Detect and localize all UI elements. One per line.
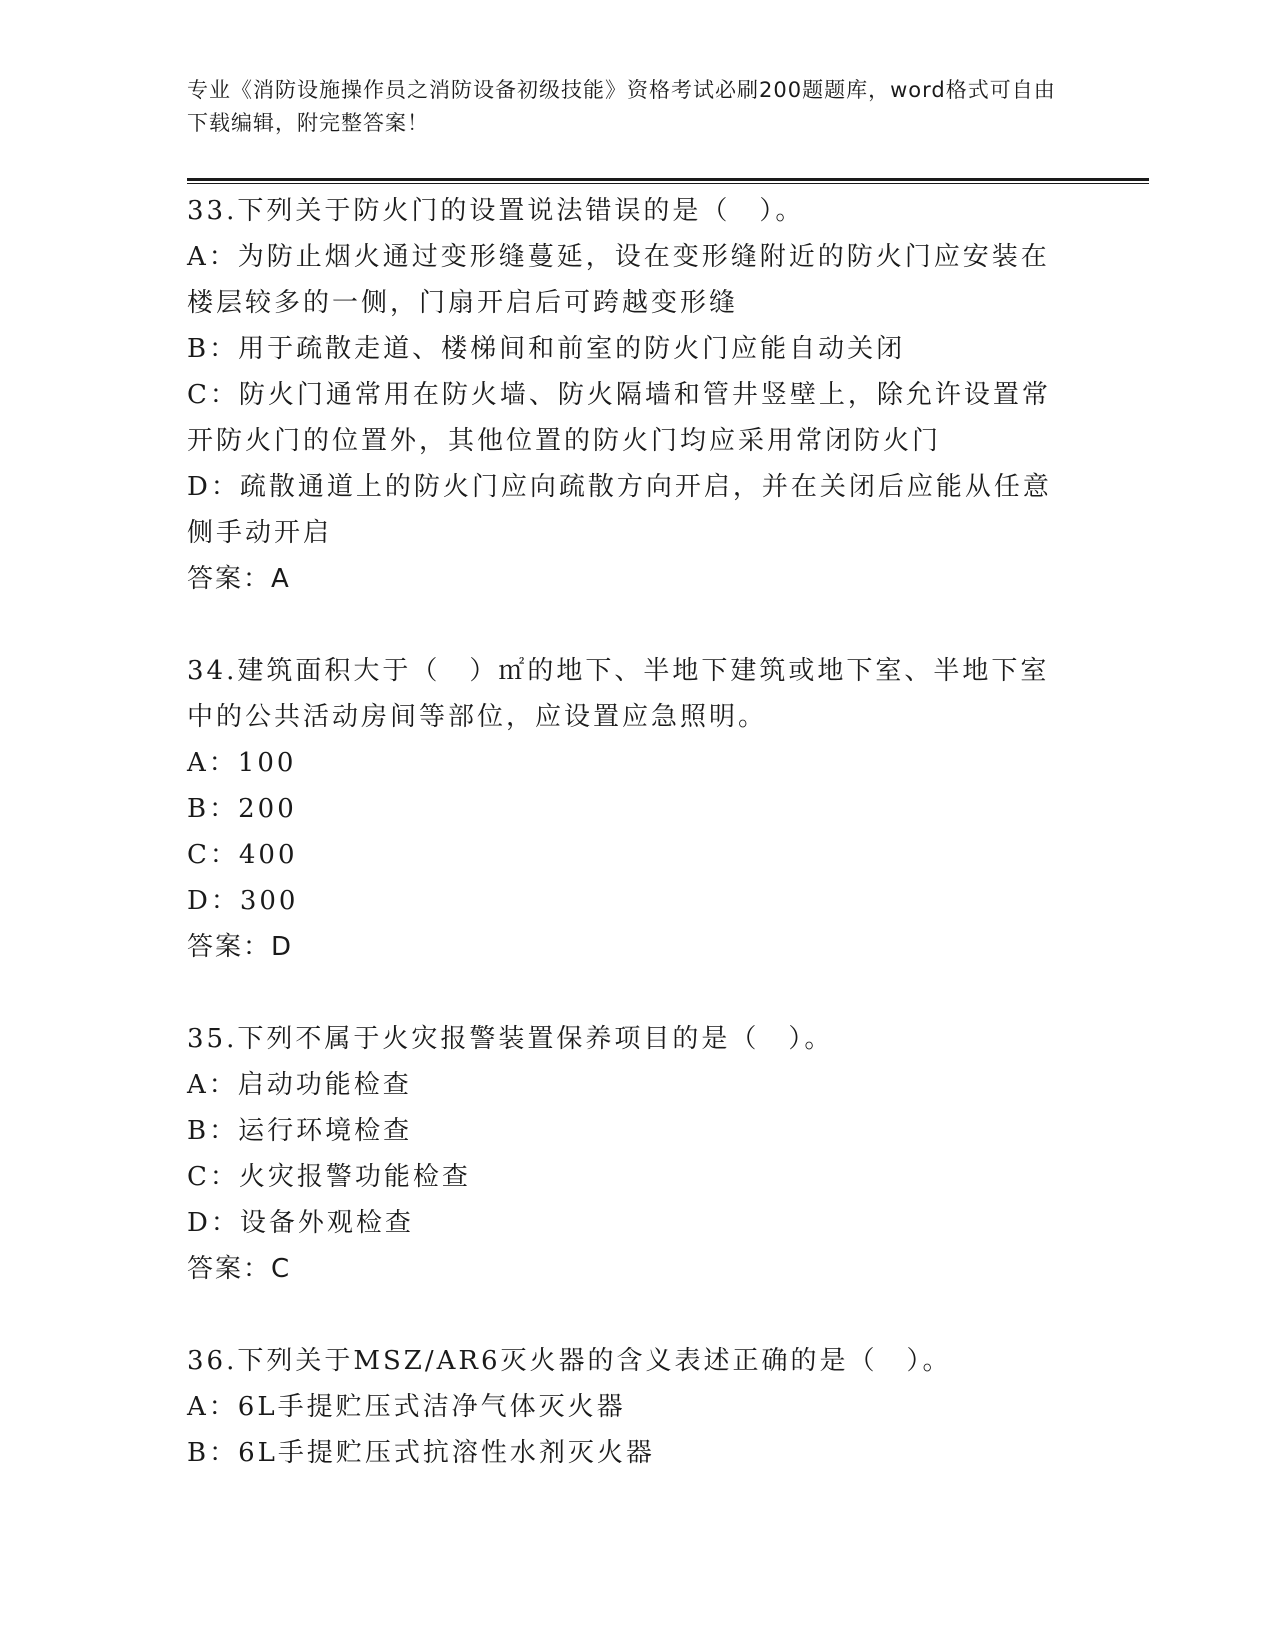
- option-c: C：防火门通常用在防火墙、防火隔墙和管井竖壁上，除允许设置常开防火门的位置外，其他位置的防火门均应采用常闭防火门: [187, 380, 1051, 456]
- option-b: B：用于疏散走道、楼梯间和前室的防火门应能自动关闭: [187, 334, 906, 364]
- option-b: B：6L手提贮压式抗溶性水剂灭火器: [187, 1438, 655, 1468]
- header-rule-thick: [187, 178, 1149, 181]
- option-a: A：100: [187, 748, 297, 778]
- question-36: [187, 1338, 1077, 1476]
- question-34: [187, 648, 1077, 970]
- answer-text: 答案：D: [187, 932, 294, 962]
- option-c: C：火灾报警功能检查: [187, 1162, 471, 1192]
- document-header: 专业《消防设施操作员之消防设备初级技能》资格考试必刷200题题库，word格式可自由下载编辑，附完整答案！: [187, 78, 1056, 135]
- question-stem: 33.下列关于防火门的设置说法错误的是（ ）。: [187, 196, 805, 226]
- answer-text: 答案：A: [187, 564, 291, 594]
- option-d: D：疏散通道上的防火门应向疏散方向开启，并在关闭后应能从任意侧手动开启: [187, 472, 1052, 548]
- option-d: D：设备外观检查: [187, 1208, 414, 1238]
- option-a: A：为防止烟火通过变形缝蔓延，设在变形缝附近的防火门应安装在楼层较多的一侧，门扇开启后可跨越变形缝: [187, 242, 1050, 318]
- question-list: [187, 188, 1077, 1522]
- option-a: A：6L手提贮压式洁净气体灭火器: [187, 1392, 626, 1422]
- option-b: B：200: [187, 794, 297, 824]
- option-a: A：启动功能检查: [187, 1070, 412, 1100]
- question-35: [187, 1016, 1077, 1292]
- question-stem: 34.建筑面积大于（ ）㎡的地下、半地下建筑或地下室、半地下室中的公共活动房间等部位，应设置应急照明。: [187, 656, 1050, 732]
- question-stem: 36.下列关于MSZ/AR6灭火器的含义表述正确的是（ ）。: [187, 1346, 952, 1376]
- header-rule-thin: [187, 183, 1149, 184]
- question-stem: 35.下列不属于火灾报警装置保养项目的是（ ）。: [187, 1024, 834, 1054]
- answer-text: 答案：C: [187, 1254, 292, 1284]
- option-d: D：300: [187, 886, 299, 916]
- option-b: B：运行环境检查: [187, 1116, 413, 1146]
- question-33: [187, 188, 1077, 602]
- option-c: C：400: [187, 840, 298, 870]
